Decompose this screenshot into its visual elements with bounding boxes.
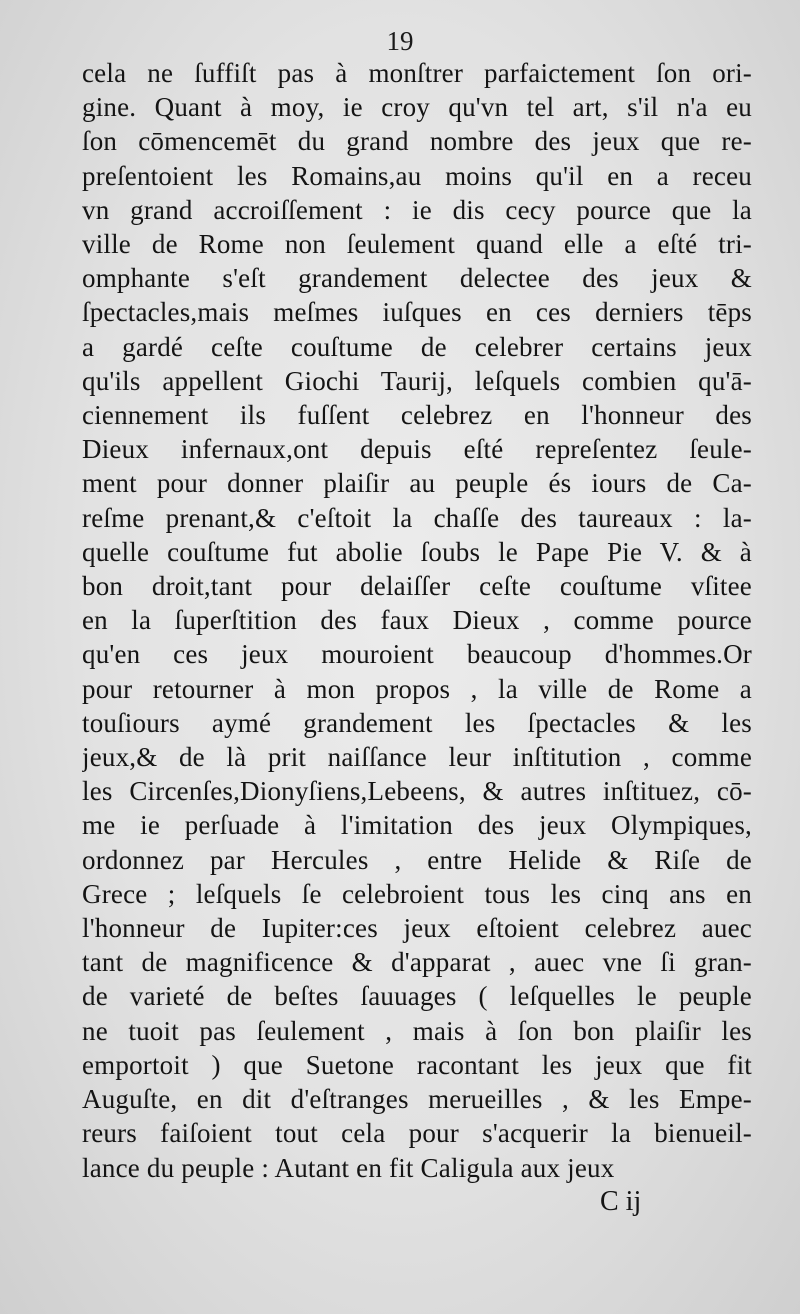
text-line: bon droit,tant pour delaiſſer ceſte couſtume vſitee bbox=[82, 571, 752, 602]
text-line: emportoit ) que Suetone racontant les jeux que fit bbox=[82, 1049, 752, 1080]
body-text bbox=[82, 56, 752, 1185]
text-line: en la ſuperſtition des faux Dieux , comme pource bbox=[82, 605, 752, 636]
text-line: lance du peuple : Autant en fit Caligula aux jeux bbox=[82, 1152, 615, 1183]
text-line: me ie perſuade à l'imitation des jeux Olympiques, bbox=[82, 810, 752, 841]
text-line: qu'ils appellent Giochi Taurij, leſquels combien qu'ā- bbox=[82, 365, 752, 396]
text-line: ment pour donner plaiſir au peuple és iours de Ca- bbox=[82, 468, 752, 499]
text-line: ville de Rome non ſeulement quand elle a eſté tri- bbox=[82, 229, 752, 260]
text-line: Grece ; leſquels ſe celebroient tous les cinq ans en bbox=[82, 878, 752, 909]
text-line: tant de magnificence & d'apparat , auec vne ſi gran- bbox=[82, 947, 752, 978]
text-line: ne tuoit pas ſeulement , mais à ſon bon plaiſir les bbox=[82, 1015, 752, 1046]
text-line: quelle couſtume fut abolie ſoubs le Pape Pie V. & à bbox=[82, 536, 752, 567]
text-line: ſon cōmencemēt du grand nombre des jeux que re- bbox=[82, 126, 752, 157]
signature-mark: C ij bbox=[600, 1186, 642, 1217]
text-line: vn grand accroiſſement : ie dis cecy pource que la bbox=[82, 194, 752, 225]
text-line: qu'en ces jeux mouroient beaucoup d'hommes.Or bbox=[82, 639, 752, 670]
text-line: pour retourner à mon propos , la ville de Rome a bbox=[82, 673, 752, 704]
text-line: gine. Quant à moy, ie croy qu'vn tel art, s'il n'a eu bbox=[82, 92, 752, 123]
text-line: reſme prenant,& c'eſtoit la chaſſe des taureaux : la- bbox=[82, 502, 752, 533]
text-line: omphante s'eſt grandement delectee des jeux & bbox=[82, 263, 752, 294]
text-line: ordonnez par Hercules , entre Helide & Riſe de bbox=[82, 844, 752, 875]
text-line: Dieux infernaux,ont depuis eſté repreſentez ſeule- bbox=[82, 434, 752, 465]
text-line: preſentoient les Romains,au moins qu'il en a receu bbox=[82, 160, 752, 191]
text-line: ſpectacles,mais meſmes iuſques en ces derniers tēps bbox=[82, 297, 752, 328]
text-line: touſiours aymé grandement les ſpectacles & les bbox=[82, 707, 752, 738]
text-line: reurs faiſoient tout cela pour s'acquerir la bienueil- bbox=[82, 1118, 752, 1149]
text-line: Auguſte, en dit d'eſtranges merueilles , & les Empe- bbox=[82, 1084, 752, 1115]
page-number: 19 bbox=[386, 26, 414, 56]
text-line: a gardé ceſte couſtume de celebrer certains jeux bbox=[82, 331, 752, 362]
text-line: jeux,& de là prit naiſſance leur inſtitution , comme bbox=[82, 742, 752, 773]
text-line: les Circenſes,Dionyſiens,Lebeens, & autres inſtituez, cō- bbox=[82, 776, 752, 807]
text-line: l'honneur de Iupiter:ces jeux eſtoient celebrez auec bbox=[82, 913, 752, 944]
text-line: de varieté de beſtes ſauuages ( leſquelles le peuple bbox=[82, 981, 752, 1012]
text-line: cela ne ſuffiſt pas à monſtrer parfaictement ſon ori- bbox=[82, 58, 752, 88]
text-line: ciennement ils fuſſent celebrez en l'honneur des bbox=[82, 400, 752, 431]
